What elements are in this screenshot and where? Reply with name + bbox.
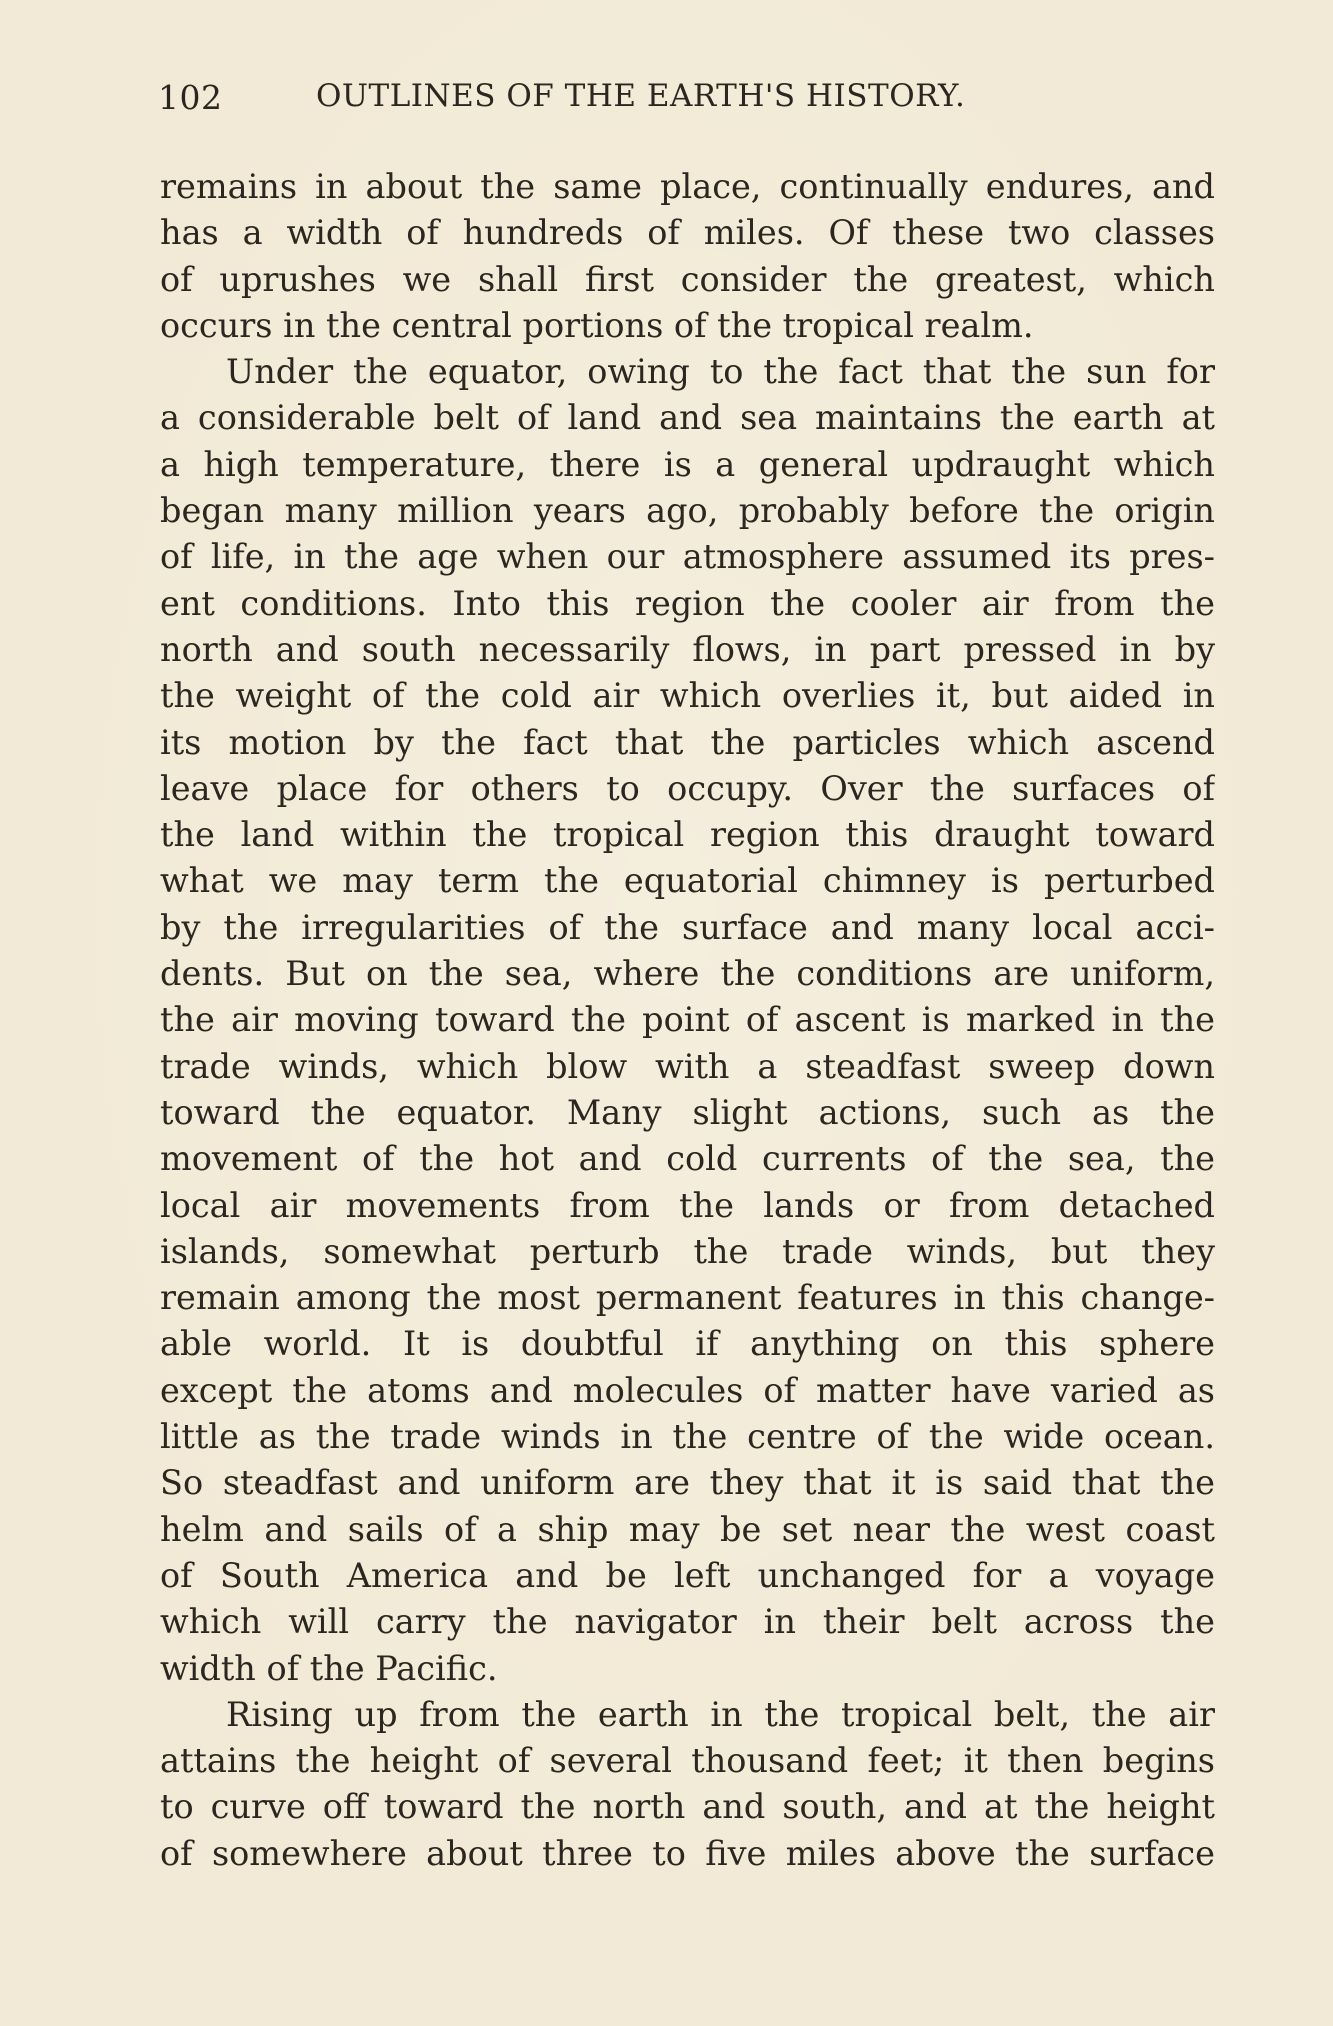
text-line: trade winds, which blow with a steadfast sweep down <box>160 1046 1215 1086</box>
text-line: of uprushes we shall first consider the greatest, which <box>160 259 1215 299</box>
text-line: occurs in the central portions of the tropical realm. <box>160 305 1034 345</box>
text-line: helm and sails of a ship may be set near the west coast <box>160 1509 1215 1549</box>
text-line: of South America and be left unchanged for a voyage <box>160 1555 1215 1595</box>
text-line: north and south necessarily flows, in part pressed in by <box>160 629 1215 669</box>
text-line: the weight of the cold air which overlies it, but aided in <box>160 676 1215 716</box>
text-line: to curve off toward the north and south, and at the height <box>160 1787 1215 1827</box>
text-line: ent conditions. Into this region the cooler air from the <box>160 583 1215 623</box>
page-number: 102 <box>158 78 223 117</box>
text-line: has a width of hundreds of miles. Of these two classes <box>160 213 1215 253</box>
text-line: a high temperature, there is a general updraught which <box>160 444 1215 484</box>
running-title: OUTLINES OF THE EARTH'S HISTORY. <box>316 78 966 114</box>
text-line: of life, in the age when our atmosphere assumed its pres- <box>160 537 1215 577</box>
text-line: began many million years ago, probably before the origin <box>160 491 1215 531</box>
text-line: a considerable belt of land and sea maintains the earth at <box>160 398 1215 438</box>
text-line: attains the height of several thousand feet; it then begins <box>160 1741 1215 1781</box>
text-line: islands, somewhat perturb the trade winds, but they <box>160 1231 1215 1271</box>
body-text <box>160 164 1215 1877</box>
text-line: except the atoms and molecules of matter have varied as <box>160 1370 1215 1410</box>
text-line: remains in about the same place, continually endures, and <box>160 167 1215 206</box>
page-header <box>158 78 1218 128</box>
text-line: movement of the hot and cold currents of the sea, the <box>160 1139 1215 1179</box>
text-line: leave place for others to occupy. Over the surfaces of <box>160 768 1215 808</box>
text-line: width of the Pacific. <box>160 1648 498 1688</box>
text-line: toward the equator. Many slight actions, such as the <box>160 1092 1215 1132</box>
text-line: remain among the most permanent features in this change- <box>160 1278 1215 1318</box>
text-line: Under the equator, owing to the fact that the sun for <box>226 352 1215 392</box>
text-line: little as the trade winds in the centre of the wide ocean. <box>160 1417 1215 1457</box>
text-line: the land within the tropical region this draught toward <box>160 815 1215 855</box>
text-line: which will carry the navigator in their belt across the <box>160 1602 1215 1642</box>
text-line: able world. It is doubtful if anything on this sphere <box>160 1324 1215 1364</box>
text-line: its motion by the fact that the particles which ascend <box>160 722 1215 762</box>
text-line: what we may term the equatorial chimney is perturbed <box>160 861 1215 901</box>
text-line: by the irregularities of the surface and many local acci- <box>160 907 1215 947</box>
text-line: dents. But on the sea, where the conditions are uniform, <box>160 954 1215 994</box>
text-line: So steadfast and uniform are they that it is said that the <box>160 1463 1215 1503</box>
text-line: of somewhere about three to five miles above the surface <box>160 1833 1215 1873</box>
text-line: local air movements from the lands or from detached <box>160 1185 1215 1225</box>
text-line: Rising up from the earth in the tropical belt, the air <box>226 1694 1215 1734</box>
text-line: the air moving toward the point of ascent is marked in the <box>160 1000 1215 1040</box>
